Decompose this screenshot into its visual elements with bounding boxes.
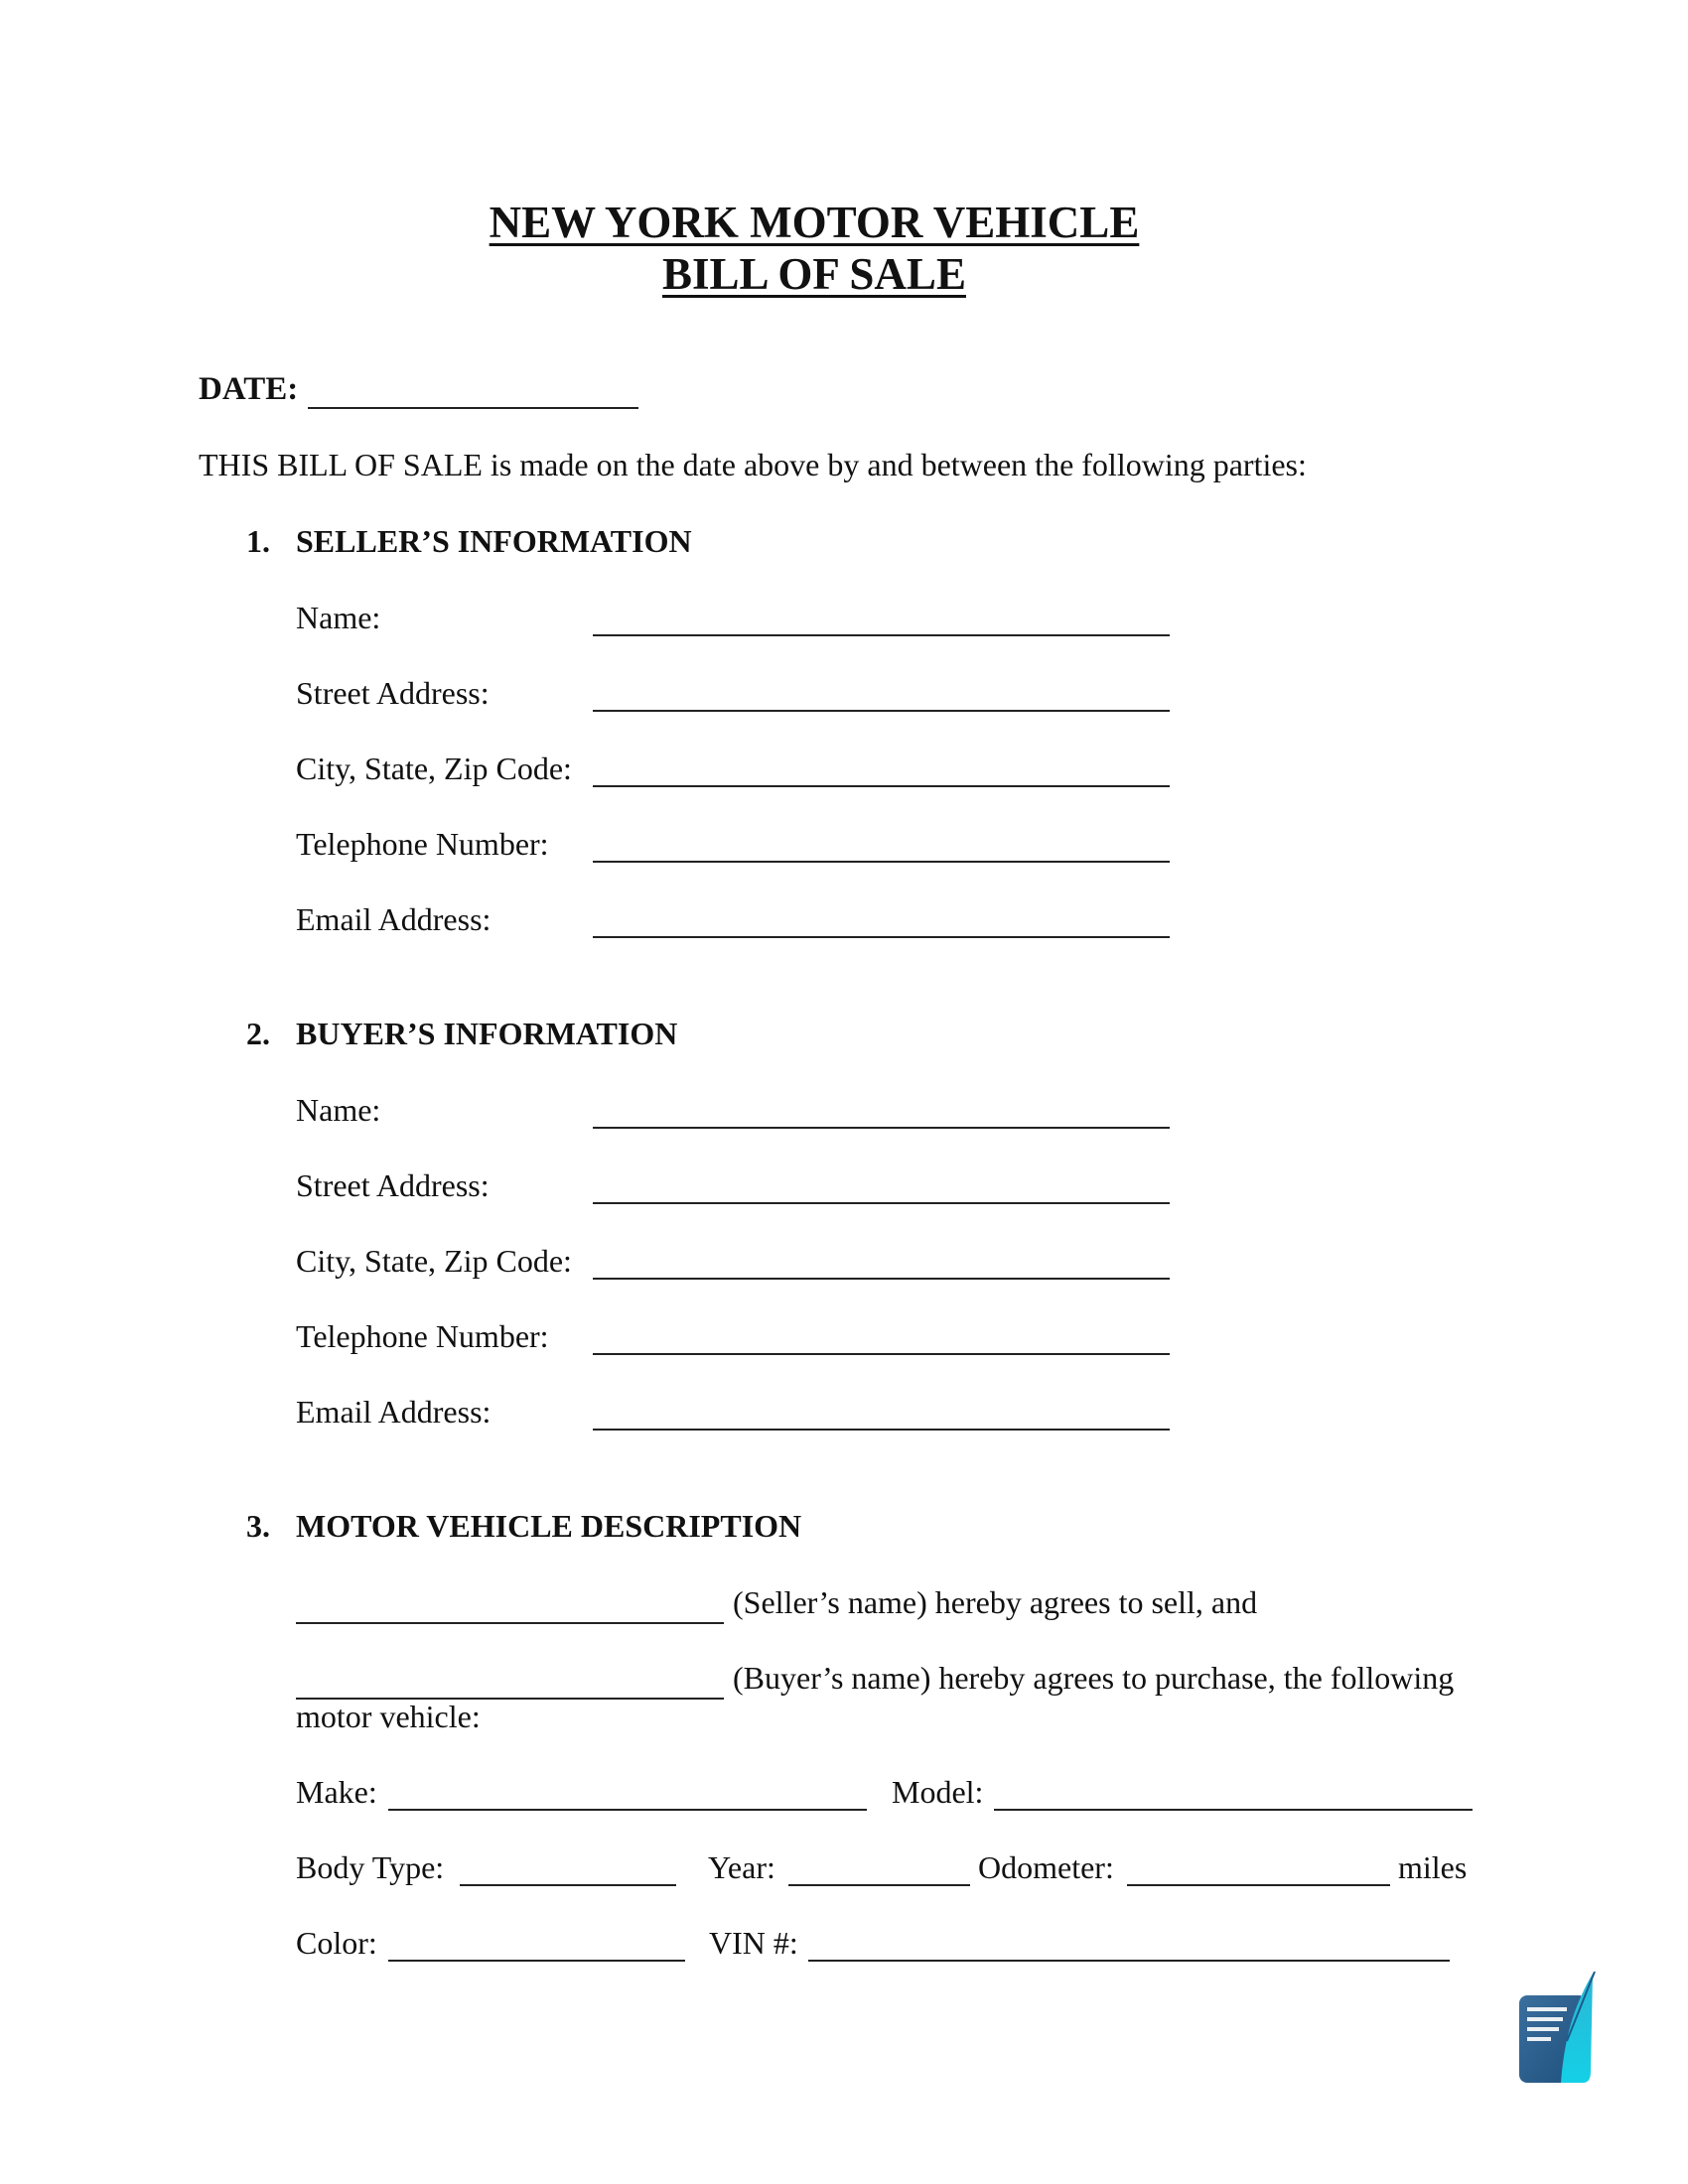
continuation-text: motor vehicle:: [296, 1699, 481, 1734]
model-label: Model:: [892, 1774, 984, 1810]
miles-label: miles: [1398, 1849, 1468, 1885]
buyer-phone-label: Telephone Number:: [296, 1318, 549, 1354]
buyer-clause-text: (Buyer’s name) hereby agrees to purchase, the following: [733, 1660, 1455, 1696]
seller-street-line[interactable]: [593, 710, 1170, 712]
buyer-street-line[interactable]: [593, 1202, 1170, 1204]
seller-phone-line[interactable]: [593, 861, 1170, 863]
seller-email-label: Email Address:: [296, 901, 492, 937]
buyer-city-label: City, State, Zip Code:: [296, 1243, 572, 1279]
year-line[interactable]: [788, 1884, 970, 1886]
buyer-email-label: Email Address:: [296, 1394, 492, 1430]
make-line[interactable]: [388, 1809, 867, 1811]
odometer-line[interactable]: [1127, 1884, 1390, 1886]
buyer-street-label: Street Address:: [296, 1167, 490, 1203]
seller-section-number: 1.: [246, 523, 270, 559]
color-label: Color:: [296, 1925, 377, 1961]
document-feather-logo-icon: [1517, 1972, 1597, 2089]
vin-line[interactable]: [808, 1960, 1450, 1962]
model-line[interactable]: [994, 1809, 1473, 1811]
seller-street-label: Street Address:: [296, 675, 490, 711]
seller-phone-label: Telephone Number:: [296, 826, 549, 862]
date-label: DATE:: [199, 371, 299, 407]
make-label: Make:: [296, 1774, 377, 1810]
buyer-phone-line[interactable]: [593, 1353, 1170, 1355]
document-title-line1: NEW YORK MOTOR VEHICLE: [489, 198, 1140, 247]
seller-email-line[interactable]: [593, 936, 1170, 938]
seller-city-label: City, State, Zip Code:: [296, 751, 572, 786]
buyer-city-line[interactable]: [593, 1278, 1170, 1280]
body-type-line[interactable]: [460, 1884, 676, 1886]
seller-city-line[interactable]: [593, 785, 1170, 787]
color-line[interactable]: [388, 1960, 685, 1962]
year-label: Year:: [708, 1849, 775, 1885]
seller-name-line[interactable]: [593, 634, 1170, 636]
date-line[interactable]: [308, 407, 638, 409]
buyer-section-number: 2.: [246, 1016, 270, 1051]
buyer-name-line[interactable]: [593, 1127, 1170, 1129]
vehicle-section-number: 3.: [246, 1508, 270, 1544]
buyer-email-line[interactable]: [593, 1429, 1170, 1431]
document-title-line2: BILL OF SALE: [662, 249, 966, 299]
seller-name-label: Name:: [296, 600, 381, 635]
body-type-label: Body Type:: [296, 1849, 445, 1885]
odometer-label: Odometer:: [978, 1849, 1114, 1885]
buyer-section-heading: BUYER’S INFORMATION: [296, 1016, 678, 1051]
vin-label: VIN #:: [709, 1925, 798, 1961]
seller-clause-text: (Seller’s name) hereby agrees to sell, and: [733, 1584, 1258, 1620]
seller-section-heading: SELLER’S INFORMATION: [296, 523, 692, 559]
buyer-name-label: Name:: [296, 1092, 381, 1128]
seller-name-blank-line[interactable]: [296, 1622, 724, 1624]
vehicle-section-heading: MOTOR VEHICLE DESCRIPTION: [296, 1508, 802, 1544]
intro-text: THIS BILL OF SALE is made on the date above by and between the following parties:: [199, 447, 1307, 482]
